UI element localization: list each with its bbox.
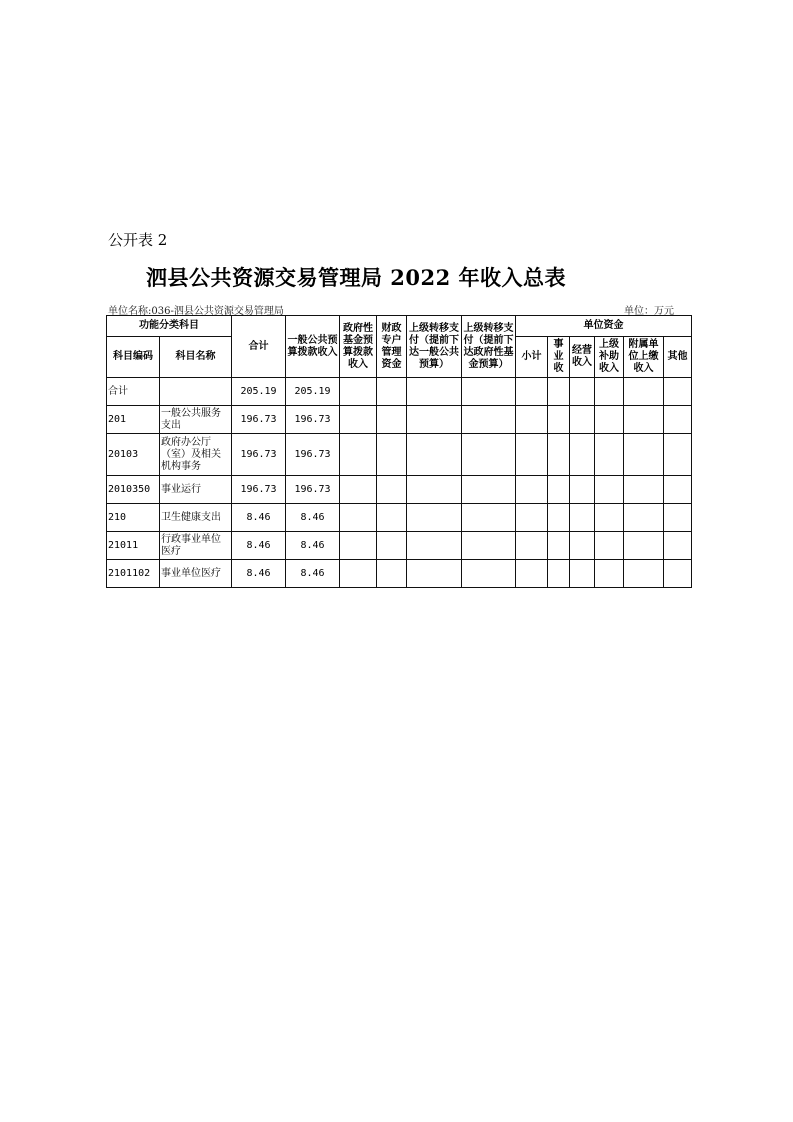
empty-cell <box>516 532 548 560</box>
header-other: 其他 <box>664 337 692 378</box>
empty-cell <box>595 532 624 560</box>
empty-cell <box>462 434 516 476</box>
empty-cell <box>548 560 570 588</box>
empty-cell <box>624 532 664 560</box>
row-general-budget: 8.46 <box>286 504 340 532</box>
empty-cell <box>595 504 624 532</box>
empty-cell <box>377 434 407 476</box>
empty-cell <box>624 504 664 532</box>
header-operating-income: 经营收入 <box>570 337 595 378</box>
header-row-1 <box>107 316 692 337</box>
empty-cell <box>624 406 664 434</box>
empty-cell <box>462 406 516 434</box>
empty-cell <box>595 476 624 504</box>
empty-cell <box>548 406 570 434</box>
row-general-budget: 8.46 <box>286 532 340 560</box>
empty-cell <box>407 504 462 532</box>
row-general-budget: 8.46 <box>286 560 340 588</box>
row-name: 卫生健康支出 <box>160 504 232 532</box>
empty-cell <box>548 434 570 476</box>
header-code: 科目编码 <box>107 337 160 378</box>
empty-cell <box>407 532 462 560</box>
row-code: 合计 <box>107 378 160 406</box>
empty-cell <box>548 476 570 504</box>
empty-cell <box>664 406 692 434</box>
empty-cell <box>664 504 692 532</box>
empty-cell <box>570 378 595 406</box>
empty-cell <box>377 532 407 560</box>
row-name <box>160 378 232 406</box>
empty-cell <box>462 504 516 532</box>
empty-cell <box>664 532 692 560</box>
empty-cell <box>516 504 548 532</box>
header-superior-subsidy: 上级补助收入 <box>595 337 624 378</box>
row-name: 事业单位医疗 <box>160 560 232 588</box>
form-number: 公开表 2 <box>108 231 168 249</box>
empty-cell <box>407 434 462 476</box>
empty-cell <box>407 378 462 406</box>
empty-cell <box>548 532 570 560</box>
header-business-income: 事业收 <box>548 337 570 378</box>
row-code: 21011 <box>107 532 160 560</box>
row-general-budget: 196.73 <box>286 406 340 434</box>
table-row <box>107 532 692 560</box>
row-total: 196.73 <box>232 406 286 434</box>
row-total: 196.73 <box>232 476 286 504</box>
header-fiscal-special: 财政专户管理资金 <box>377 316 407 378</box>
empty-cell <box>624 434 664 476</box>
row-total: 205.19 <box>232 378 286 406</box>
empty-cell <box>462 476 516 504</box>
unit-name: 单位名称:036-泗县公共资源交易管理局 <box>108 306 284 317</box>
empty-cell <box>340 434 377 476</box>
empty-cell <box>664 476 692 504</box>
header-transfer-general: 上级转移支付（提前下达一般公共预算） <box>407 316 462 378</box>
header-unit-funds: 单位资金 <box>516 316 692 337</box>
empty-cell <box>462 532 516 560</box>
empty-cell <box>664 378 692 406</box>
empty-cell <box>548 504 570 532</box>
row-general-budget: 196.73 <box>286 434 340 476</box>
row-general-budget: 196.73 <box>286 476 340 504</box>
empty-cell <box>340 532 377 560</box>
table-row <box>107 434 692 476</box>
empty-cell <box>664 434 692 476</box>
empty-cell <box>377 560 407 588</box>
empty-cell <box>664 560 692 588</box>
empty-cell <box>570 532 595 560</box>
empty-cell <box>407 560 462 588</box>
row-code: 210 <box>107 504 160 532</box>
empty-cell <box>377 476 407 504</box>
header-transfer-fund: 上级转移支付（提前下达政府性基金预算） <box>462 316 516 378</box>
row-code: 2101102 <box>107 560 160 588</box>
empty-cell <box>570 406 595 434</box>
empty-cell <box>516 476 548 504</box>
header-function-group: 功能分类科目 <box>107 316 232 337</box>
row-name: 一般公共服务支出 <box>160 406 232 434</box>
empty-cell <box>570 434 595 476</box>
unit-measure: 单位：万元 <box>624 306 674 317</box>
empty-cell <box>548 378 570 406</box>
empty-cell <box>516 560 548 588</box>
empty-cell <box>624 560 664 588</box>
row-total: 8.46 <box>232 560 286 588</box>
row-code: 20103 <box>107 434 160 476</box>
header-general-budget: 一般公共预算拨款收入 <box>286 316 340 378</box>
empty-cell <box>595 434 624 476</box>
empty-cell <box>595 560 624 588</box>
empty-cell <box>340 504 377 532</box>
empty-cell <box>624 476 664 504</box>
row-general-budget: 205.19 <box>286 378 340 406</box>
empty-cell <box>516 406 548 434</box>
row-total: 196.73 <box>232 434 286 476</box>
empty-cell <box>595 378 624 406</box>
empty-cell <box>377 378 407 406</box>
empty-cell <box>377 406 407 434</box>
empty-cell <box>377 504 407 532</box>
empty-cell <box>407 476 462 504</box>
empty-cell <box>462 560 516 588</box>
row-name: 事业运行 <box>160 476 232 504</box>
empty-cell <box>570 504 595 532</box>
row-code: 201 <box>107 406 160 434</box>
row-name: 政府办公厅（室）及相关机构事务 <box>160 434 232 476</box>
table-row <box>107 406 692 434</box>
empty-cell <box>516 378 548 406</box>
empty-cell <box>340 378 377 406</box>
empty-cell <box>570 476 595 504</box>
income-summary-table <box>106 315 692 588</box>
empty-cell <box>624 378 664 406</box>
table-row <box>107 378 692 406</box>
header-total: 合计 <box>232 316 286 378</box>
page-title: 泗县公共资源交易管理局 2022 年收入总表 <box>145 265 567 290</box>
row-total: 8.46 <box>232 504 286 532</box>
header-gov-fund: 政府性基金预算拨款收入 <box>340 316 377 378</box>
empty-cell <box>340 476 377 504</box>
row-total: 8.46 <box>232 532 286 560</box>
table-row <box>107 476 692 504</box>
row-code: 2010350 <box>107 476 160 504</box>
empty-cell <box>462 378 516 406</box>
header-subtotal: 小计 <box>516 337 548 378</box>
row-name: 行政事业单位医疗 <box>160 532 232 560</box>
empty-cell <box>595 406 624 434</box>
header-name: 科目名称 <box>160 337 232 378</box>
empty-cell <box>516 434 548 476</box>
header-affiliated-remit: 附属单位上缴收入 <box>624 337 664 378</box>
table-row <box>107 504 692 532</box>
empty-cell <box>340 560 377 588</box>
table-row <box>107 560 692 588</box>
empty-cell <box>340 406 377 434</box>
empty-cell <box>407 406 462 434</box>
empty-cell <box>570 560 595 588</box>
